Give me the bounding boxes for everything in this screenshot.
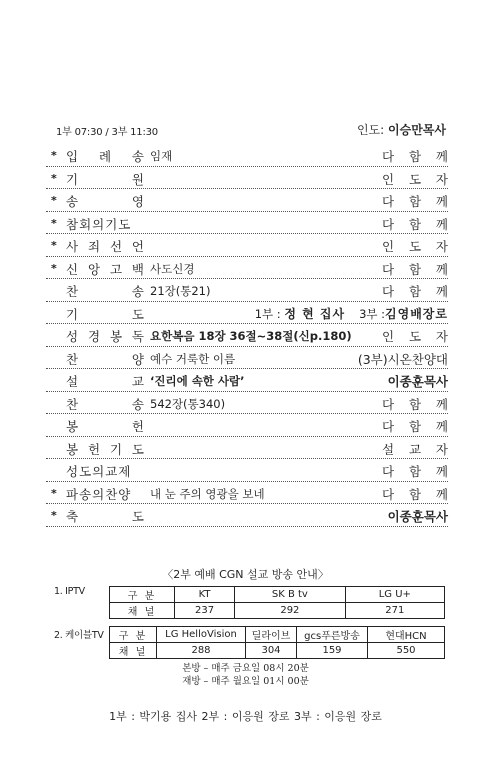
- order-item-name: 축 도: [66, 509, 144, 524]
- order-item-leader: 다 함 께: [382, 486, 448, 502]
- order-row: [46, 212, 448, 235]
- order-item-name: 기 도: [66, 306, 144, 322]
- order-item-name: 봉 헌: [66, 419, 144, 434]
- cable-provider: LG HelloVision: [157, 627, 246, 643]
- prayer-1-name: 정 현 집사: [284, 306, 346, 321]
- order-item-name: 신 앙 고 백: [66, 261, 144, 277]
- iptv-channel: 237: [175, 603, 235, 619]
- standing-mark: *: [51, 216, 57, 230]
- order-item-leader: 다 함 께: [382, 216, 448, 232]
- order-item-name: 기 원: [66, 171, 144, 187]
- standing-mark: *: [51, 509, 57, 522]
- order-row: [46, 437, 448, 460]
- order-row: [46, 279, 448, 302]
- cable-channel: 550: [368, 643, 445, 659]
- prayer-leaders: [255, 305, 448, 322]
- order-row: [46, 369, 448, 392]
- service-times: 1부 07:30 / 3부 11:30: [56, 127, 158, 138]
- order-item-name: 사 죄 선 언: [66, 239, 144, 254]
- cable-channel: 288: [157, 643, 246, 659]
- order-row: [46, 234, 448, 257]
- standing-mark: *: [51, 194, 57, 207]
- main-broadcast-time: 본방 – 매주 금요일 08시 20분: [182, 663, 309, 674]
- standing-mark: *: [51, 149, 57, 162]
- cable-provider: 딜라이브: [246, 627, 297, 643]
- prayer-3-name: 김영배장로: [385, 306, 448, 321]
- order-row: [46, 414, 448, 437]
- broadcast-title: 〈2부 예배 CGN 설교 방송 안내〉: [162, 568, 329, 581]
- order-item-name: 성 경 봉 독: [66, 329, 144, 344]
- standing-mark: *: [51, 171, 57, 185]
- order-item-leader: 다 함 께: [382, 464, 448, 479]
- worship-leader-name: 이승만목사: [388, 123, 446, 137]
- standing-mark: *: [51, 261, 57, 275]
- cable-header-label: 구 분: [110, 627, 157, 643]
- order-item-detail: 요한복음 18장 36절~38절(신p.180): [150, 329, 352, 343]
- order-item-leader: 인 도 자: [382, 329, 448, 344]
- service-hosts: 1부 : 박기용 집사 2부 : 이응원 장로 3부 : 이응원 장로: [109, 710, 382, 723]
- order-item-name: 설 교: [66, 374, 144, 389]
- order-row: [46, 167, 448, 190]
- order-item-detail: 내 눈 주의 영광을 보네: [150, 486, 265, 501]
- order-item-leader: 다 함 께: [382, 419, 448, 434]
- order-item-name: 참회의기도: [66, 216, 132, 232]
- iptv-table: [109, 586, 445, 619]
- order-item-name: 성도의교제: [66, 464, 132, 479]
- order-item-name: 찬 송: [66, 396, 144, 412]
- order-item-leader: 이종훈목사: [387, 374, 448, 389]
- order-row: [46, 189, 448, 212]
- iptv-provider: SK B tv: [235, 587, 346, 603]
- order-item-name: 봉 헌 기 도: [66, 441, 144, 457]
- prayer-1-label: 1부 :: [254, 306, 281, 321]
- iptv-header-label: 구 분: [110, 587, 175, 603]
- standing-mark: *: [51, 239, 57, 252]
- cable-table: [109, 626, 445, 659]
- cable-provider: gcs푸른방송: [297, 627, 368, 643]
- order-item-detail: 임재: [150, 149, 173, 163]
- order-item-detail: 사도신경: [150, 261, 195, 276]
- order-item-detail: 예수 거룩한 이름: [150, 351, 236, 366]
- order-of-worship: [46, 144, 448, 527]
- order-row: [46, 324, 448, 347]
- worship-leader: 인도: 이승만목사: [356, 123, 446, 137]
- order-row: [46, 347, 448, 370]
- order-item-leader: 다 함 께: [382, 261, 448, 277]
- cable-label: 2. 케이블TV: [54, 630, 104, 641]
- order-item-leader: 인 도 자: [382, 171, 448, 187]
- standing-mark: *: [51, 486, 57, 500]
- order-row: [46, 459, 448, 482]
- order-row: [46, 392, 448, 415]
- prayer-3-label: 3부 :: [359, 306, 386, 321]
- order-item-detail: 21장(통21): [150, 284, 211, 298]
- order-row: [46, 302, 448, 325]
- order-item-leader: 다 함 께: [382, 194, 448, 209]
- cable-channel: 159: [297, 643, 368, 659]
- iptv-label: 1. IPTV: [54, 586, 85, 597]
- order-item-name: 입 례 송: [66, 149, 144, 164]
- rebroadcast-time: 재방 – 매주 월요일 01시 00분: [182, 676, 309, 687]
- iptv-channel: 292: [235, 603, 346, 619]
- order-item-detail: ‘진리에 속한 사람’: [150, 374, 245, 388]
- iptv-provider: KT: [175, 587, 235, 603]
- order-item-name: 송 영: [66, 194, 144, 209]
- order-row: [46, 504, 448, 527]
- cable-provider: 현대HCN: [368, 627, 445, 643]
- order-item-name: 파송의찬양: [66, 486, 132, 502]
- order-item-leader: 다 함 께: [382, 284, 448, 299]
- cable-channel: 304: [246, 643, 297, 659]
- order-row: [46, 257, 448, 280]
- order-item-leader: 다 함 께: [382, 396, 448, 412]
- order-item-leader: 인 도 자: [382, 239, 448, 254]
- order-item-name: 찬 송: [66, 284, 144, 299]
- cable-row-label: 채 널: [110, 643, 157, 659]
- broadcast-schedule: [0, 662, 491, 688]
- service-header: [52, 121, 448, 139]
- order-item-leader: 설 교 자: [382, 441, 448, 457]
- order-row: [46, 144, 448, 167]
- iptv-channel: 271: [345, 603, 444, 619]
- order-item-leader: 다 함 께: [382, 149, 448, 164]
- iptv-provider: LG U+: [345, 587, 444, 603]
- order-item-detail: 542장(통340): [150, 396, 226, 411]
- order-item-name: 찬 양: [66, 351, 144, 367]
- order-item-leader: (3부)시온찬양대: [357, 351, 448, 367]
- iptv-row-label: 채 널: [110, 603, 175, 619]
- order-row: [46, 482, 448, 505]
- order-item-leader: 이종훈목사: [387, 509, 448, 524]
